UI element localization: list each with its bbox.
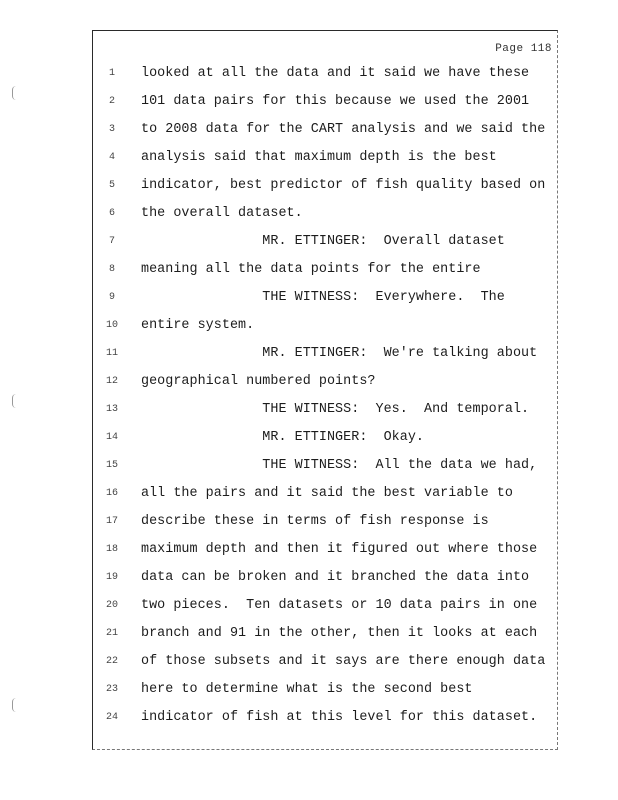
line-text: entire system.	[141, 318, 255, 333]
line-number: 21	[105, 628, 118, 639]
transcript-line	[0, 340, 618, 368]
line-text: THE WITNESS: Everywhere. The	[141, 290, 505, 305]
line-number: 12	[105, 376, 118, 387]
line-number: 20	[105, 600, 118, 611]
page-number: Page 118	[495, 43, 552, 55]
line-number: 19	[105, 572, 118, 583]
line-text: indicator, best predictor of fish quality based on	[141, 178, 546, 193]
line-number: 6	[108, 208, 115, 219]
line-number: 17	[105, 516, 118, 527]
transcript-line	[0, 172, 618, 200]
line-text: geographical numbered points?	[141, 374, 376, 389]
line-number: 23	[105, 684, 118, 695]
transcript-line	[0, 60, 618, 88]
line-text: looked at all the data and it said we have these	[141, 66, 530, 81]
line-text: the overall dataset.	[141, 206, 303, 221]
transcript-line	[0, 536, 618, 564]
transcript-line	[0, 256, 618, 284]
transcript-line	[0, 88, 618, 116]
line-number: 14	[105, 432, 118, 443]
transcript-line	[0, 368, 618, 396]
line-text: here to determine what is the second best	[141, 682, 473, 697]
transcript-line	[0, 704, 618, 732]
transcript-line	[0, 396, 618, 424]
line-number: 5	[108, 180, 115, 191]
line-number: 8	[108, 264, 115, 275]
line-number: 2	[108, 96, 115, 107]
line-text: 101 data pairs for this because we used the 2001	[141, 94, 530, 109]
line-text: analysis said that maximum depth is the best	[141, 150, 497, 165]
transcript-line	[0, 564, 618, 592]
line-number: 7	[108, 236, 115, 247]
line-number: 3	[108, 124, 115, 135]
line-text: data can be broken and it branched the data into	[141, 570, 530, 585]
transcript-line	[0, 424, 618, 452]
line-text: all the pairs and it said the best variable to	[141, 486, 513, 501]
line-text: THE WITNESS: All the data we had,	[141, 458, 538, 473]
transcript-line	[0, 508, 618, 536]
transcript-line	[0, 312, 618, 340]
line-text: maximum depth and then it figured out where those	[141, 542, 538, 557]
line-number: 22	[105, 656, 118, 667]
line-text: THE WITNESS: Yes. And temporal.	[141, 402, 530, 417]
transcript-line	[0, 284, 618, 312]
line-text: MR. ETTINGER: We're talking about	[141, 346, 538, 361]
line-text: MR. ETTINGER: Okay.	[141, 430, 424, 445]
line-text: describe these in terms of fish response is	[141, 514, 489, 529]
line-text: MR. ETTINGER: Overall dataset	[141, 234, 505, 249]
transcript-line	[0, 480, 618, 508]
line-text: to 2008 data for the CART analysis and we said the	[141, 122, 546, 137]
line-text: branch and 91 in the other, then it looks at each	[141, 626, 538, 641]
transcript-lines	[0, 60, 618, 732]
transcript-line	[0, 144, 618, 172]
line-text: two pieces. Ten datasets or 10 data pairs in one	[141, 598, 538, 613]
line-number: 24	[105, 712, 118, 723]
transcript-line	[0, 116, 618, 144]
line-text: indicator of fish at this level for this dataset.	[141, 710, 538, 725]
line-number: 10	[105, 320, 118, 331]
line-number: 13	[105, 404, 118, 415]
line-text: of those subsets and it says are there enough data	[141, 654, 546, 669]
line-text: meaning all the data points for the entire	[141, 262, 481, 277]
transcript-line	[0, 228, 618, 256]
transcript-line	[0, 452, 618, 480]
transcript-line	[0, 620, 618, 648]
line-number: 4	[108, 152, 115, 163]
line-number: 15	[105, 460, 118, 471]
line-number: 16	[105, 488, 118, 499]
transcript-line	[0, 200, 618, 228]
line-number: 18	[105, 544, 118, 555]
transcript-line	[0, 648, 618, 676]
line-number: 1	[108, 68, 115, 79]
transcript-line	[0, 676, 618, 704]
line-number: 9	[108, 292, 115, 303]
transcript-line	[0, 592, 618, 620]
line-number: 11	[105, 348, 118, 359]
